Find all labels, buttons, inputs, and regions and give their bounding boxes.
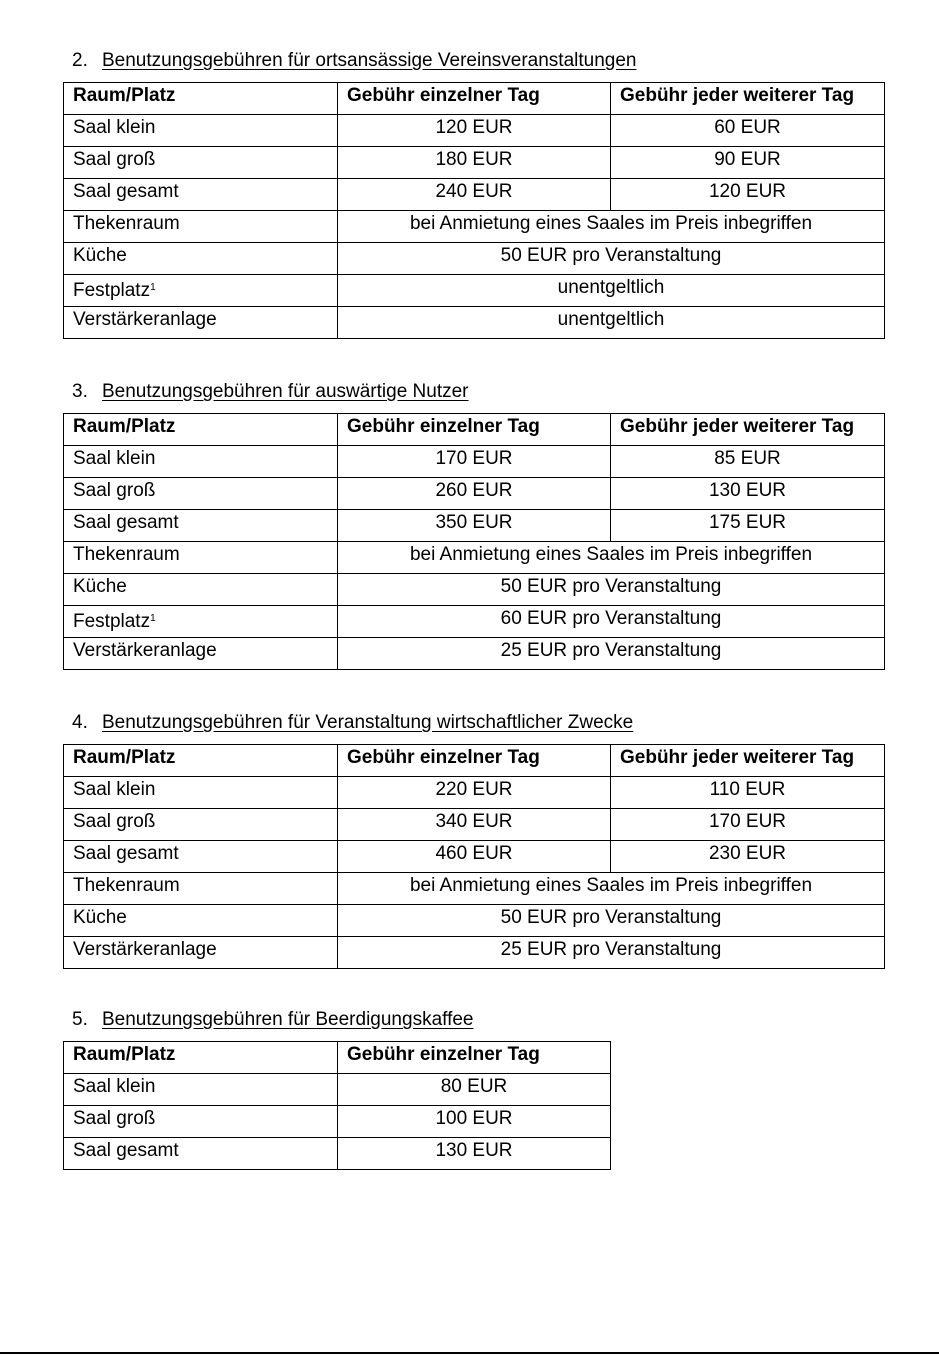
fee-table-external-users — [63, 413, 885, 670]
table-row — [64, 1106, 611, 1138]
fee-single-cell: 120 EUR — [338, 115, 611, 147]
table-row — [64, 147, 885, 179]
fee-single-cell: 240 EUR — [338, 179, 611, 211]
fee-combined-cell: 50 EUR pro Veranstaltung — [338, 243, 885, 275]
table-row — [64, 307, 885, 339]
room-cell: Saal klein — [64, 1074, 338, 1106]
room-cell: Saal groß — [64, 1106, 338, 1138]
fee-single-cell: 80 EUR — [338, 1074, 611, 1106]
header-fee-additional: Gebühr jeder weiterer Tag — [611, 745, 885, 777]
table-row — [64, 446, 885, 478]
fee-combined-cell: bei Anmietung eines Saales im Preis inbegriffen — [338, 542, 885, 574]
room-cell: Küche — [64, 574, 338, 606]
fee-combined-cell: bei Anmietung eines Saales im Preis inbegriffen — [338, 873, 885, 905]
table-row — [64, 179, 885, 211]
header-fee-additional: Gebühr jeder weiterer Tag — [611, 414, 885, 446]
fee-additional-cell: 85 EUR — [611, 446, 885, 478]
page-bottom-divider — [0, 1352, 939, 1354]
fee-single-cell: 340 EUR — [338, 809, 611, 841]
fee-single-cell: 350 EUR — [338, 510, 611, 542]
room-cell: Thekenraum — [64, 542, 338, 574]
fee-additional-cell: 170 EUR — [611, 809, 885, 841]
table-row — [64, 115, 885, 147]
fee-combined-cell: unentgeltlich — [338, 307, 885, 339]
fee-single-cell: 170 EUR — [338, 446, 611, 478]
room-cell: Saal groß — [64, 809, 338, 841]
fee-table-local-clubs — [63, 82, 885, 339]
room-cell: Saal klein — [64, 446, 338, 478]
table-row — [64, 211, 885, 243]
table-row — [64, 777, 885, 809]
fee-single-cell: 130 EUR — [338, 1138, 611, 1170]
room-cell: Saal gesamt — [64, 1138, 338, 1170]
fee-table-funeral-coffee — [63, 1041, 611, 1170]
fee-additional-cell: 110 EUR — [611, 777, 885, 809]
header-room: Raum/Platz — [64, 83, 338, 115]
header-fee-single: Gebühr einzelner Tag — [338, 414, 611, 446]
room-cell: Saal gesamt — [64, 510, 338, 542]
table-row — [64, 1138, 611, 1170]
header-fee-additional: Gebühr jeder weiterer Tag — [611, 83, 885, 115]
table-row — [64, 510, 885, 542]
room-cell: Saal klein — [64, 115, 338, 147]
fee-additional-cell: 175 EUR — [611, 510, 885, 542]
fee-combined-cell: 60 EUR pro Veranstaltung — [338, 606, 885, 638]
table-row — [64, 542, 885, 574]
footnote-mark: 1 — [150, 613, 156, 624]
room-label: Festplatz — [73, 280, 151, 301]
table-row — [64, 841, 885, 873]
table-row — [64, 809, 885, 841]
room-cell: Verstärkeranlage — [64, 937, 338, 969]
fee-additional-cell: 120 EUR — [611, 179, 885, 211]
fee-single-cell: 180 EUR — [338, 147, 611, 179]
fee-single-cell: 460 EUR — [338, 841, 611, 873]
table-row — [64, 275, 885, 307]
fee-single-cell: 100 EUR — [338, 1106, 611, 1138]
room-cell: Thekenraum — [64, 873, 338, 905]
table-row — [64, 478, 885, 510]
section-3-title: Benutzungsgebühren für auswärtige Nutzer — [102, 381, 469, 402]
header-room: Raum/Platz — [64, 1042, 338, 1074]
footnote-mark: 1 — [150, 282, 156, 293]
table-header-row — [64, 414, 885, 446]
table-row — [64, 606, 885, 638]
header-room: Raum/Platz — [64, 414, 338, 446]
section-5-title: Benutzungsgebühren für Beerdigungskaffee — [102, 1009, 474, 1030]
table-row — [64, 574, 885, 606]
section-5-number: 5. — [72, 1009, 88, 1030]
room-cell: Saal groß — [64, 478, 338, 510]
fee-combined-cell: bei Anmietung eines Saales im Preis inbegriffen — [338, 211, 885, 243]
fee-single-cell: 220 EUR — [338, 777, 611, 809]
table-header-row — [64, 83, 885, 115]
fee-combined-cell: 50 EUR pro Veranstaltung — [338, 574, 885, 606]
section-2-number: 2. — [72, 50, 88, 71]
section-4-number: 4. — [72, 712, 88, 733]
header-fee-single: Gebühr einzelner Tag — [338, 745, 611, 777]
room-cell — [64, 606, 338, 638]
room-cell: Küche — [64, 905, 338, 937]
fee-additional-cell: 60 EUR — [611, 115, 885, 147]
room-label: Festplatz — [73, 611, 151, 632]
table-row — [64, 905, 885, 937]
room-cell: Küche — [64, 243, 338, 275]
section-5-heading — [72, 1007, 473, 1033]
room-cell: Verstärkeranlage — [64, 638, 338, 670]
table-header-row — [64, 1042, 611, 1074]
room-cell: Verstärkeranlage — [64, 307, 338, 339]
section-2-title: Benutzungsgebühren für ortsansässige Vereinsveranstaltungen — [102, 50, 637, 71]
table-row — [64, 638, 885, 670]
section-3-heading — [72, 379, 469, 405]
room-cell: Saal groß — [64, 147, 338, 179]
room-cell: Saal gesamt — [64, 179, 338, 211]
header-room: Raum/Platz — [64, 745, 338, 777]
section-4-heading — [72, 710, 633, 736]
fee-combined-cell: 25 EUR pro Veranstaltung — [338, 937, 885, 969]
fee-single-cell: 260 EUR — [338, 478, 611, 510]
fee-table-commercial-events — [63, 744, 885, 969]
header-fee-single: Gebühr einzelner Tag — [338, 1042, 611, 1074]
header-fee-single: Gebühr einzelner Tag — [338, 83, 611, 115]
fee-combined-cell: 25 EUR pro Veranstaltung — [338, 638, 885, 670]
table-row — [64, 937, 885, 969]
table-header-row — [64, 745, 885, 777]
room-cell: Saal gesamt — [64, 841, 338, 873]
section-3-number: 3. — [72, 381, 88, 402]
table-row — [64, 873, 885, 905]
table-row — [64, 1074, 611, 1106]
fee-combined-cell: unentgeltlich — [338, 275, 885, 307]
table-row — [64, 243, 885, 275]
room-cell — [64, 275, 338, 307]
room-cell: Saal klein — [64, 777, 338, 809]
room-cell: Thekenraum — [64, 211, 338, 243]
fee-additional-cell: 90 EUR — [611, 147, 885, 179]
section-2-heading — [72, 48, 636, 74]
fee-additional-cell: 130 EUR — [611, 478, 885, 510]
section-4-title: Benutzungsgebühren für Veranstaltung wirtschaftlicher Zwecke — [102, 712, 634, 733]
fee-combined-cell: 50 EUR pro Veranstaltung — [338, 905, 885, 937]
fee-additional-cell: 230 EUR — [611, 841, 885, 873]
